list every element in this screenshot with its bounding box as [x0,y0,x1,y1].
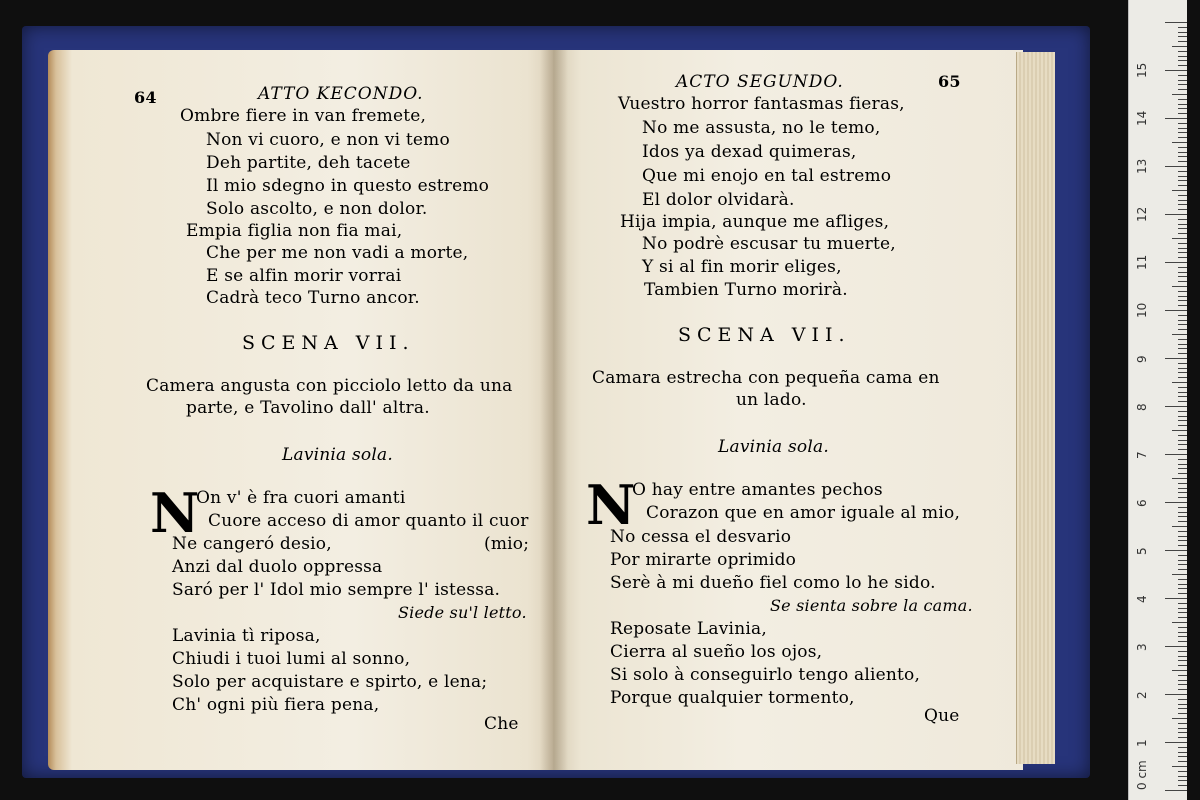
ruler-tick [1178,132,1187,133]
ruler-tick [1178,425,1187,426]
right-verse-line: Porque qualquier tormento, [610,688,855,708]
ruler-tick [1178,305,1187,306]
ruler-tick [1178,396,1187,397]
ruler-tick [1178,176,1187,177]
ruler-tick [1178,512,1187,513]
ruler-tick [1178,449,1187,450]
ruler-tick [1178,281,1187,282]
ruler-tick [1178,468,1187,469]
ruler-tick [1178,603,1187,604]
ruler-tick [1172,430,1187,431]
left-verse-line: Deh partite, deh tacete [206,153,411,173]
ruler-tick [1178,444,1187,445]
ruler-tick [1178,252,1187,253]
ruler-tick [1178,99,1187,100]
ruler-tick [1178,56,1187,57]
ruler-tick [1178,80,1187,81]
ruler-tick [1178,60,1187,61]
ruler-tick [1172,766,1187,767]
right-verse-line: No me assusta, no le temo, [642,118,881,138]
ruler-tick [1178,488,1187,489]
ruler-number: 10 [1135,302,1149,318]
right-verse-line: Idos ya dexad quimeras, [642,142,857,162]
ruler-tick [1165,694,1187,695]
ruler-number: 13 [1135,158,1149,174]
ruler-number: 14 [1135,110,1149,126]
ruler-tick [1178,464,1187,465]
ruler-tick [1178,180,1187,181]
ruler-tick [1178,737,1187,738]
ruler-tick [1165,166,1187,167]
ruler-tick [1178,699,1187,700]
ruler-tick [1178,680,1187,681]
ruler-tick [1178,392,1187,393]
ruler-tick [1178,584,1187,585]
ruler-tick [1178,329,1187,330]
ruler-tick [1178,420,1187,421]
ruler-tick [1178,161,1187,162]
ruler-tick [1178,377,1187,378]
ruler-tick [1178,276,1187,277]
ruler-tick [1178,113,1187,114]
ruler-tick [1178,617,1187,618]
left-verse-line: E se alfin morir vorrai [206,266,402,286]
left-aria-line: Cuore acceso di amor quanto il cuor [208,511,529,531]
ruler-tick [1178,353,1187,354]
ruler-tick [1178,75,1187,76]
left-aria-line: Ne cangeró desio, [172,534,332,554]
ruler-tick [1178,257,1187,258]
ruler-tick [1178,363,1187,364]
ruler-tick [1178,224,1187,225]
ruler-tick [1172,286,1187,287]
right-stage-direction: Se sienta sobre la cama. [770,596,973,615]
ruler-tick [1178,372,1187,373]
ruler-tick [1178,560,1187,561]
ruler-tick [1165,454,1187,455]
ruler-tick [1178,209,1187,210]
ruler-tick [1165,214,1187,215]
ruler-number: 3 [1135,643,1149,651]
ruler-tick [1165,502,1187,503]
ruler-tick [1172,94,1187,95]
ruler-tick [1178,137,1187,138]
ruler-tick [1178,540,1187,541]
ruler-number: 8 [1135,403,1149,411]
left-verse-line: Solo per acquistare e spirto, e lena; [172,672,488,692]
left-verse-line: Solo ascolto, e non dolor. [206,199,428,219]
ruler-tick [1178,300,1187,301]
right-aria-line: Corazon que en amor iguale al mio, [646,503,961,523]
right-aria-line: Por mirarte oprimido [610,550,797,570]
ruler-number: 4 [1135,595,1149,603]
ruler-tick [1172,574,1187,575]
ruler-tick [1178,152,1187,153]
ruler-tick [1178,320,1187,321]
ruler-tick [1178,593,1187,594]
ruler-tick [1178,531,1187,532]
ruler-tick [1178,416,1187,417]
ruler-tick [1172,382,1187,383]
left-aria-line: On v' è fra cuori amanti [196,488,406,508]
right-verse-line: Hija impia, aunque me afliges, [620,212,890,232]
ruler-tick [1178,641,1187,642]
ruler-tick [1165,598,1187,599]
left-verse-line: Chiudi i tuoi lumi al sonno, [172,649,411,669]
ruler-tick [1178,492,1187,493]
ruler-tick [1178,344,1187,345]
ruler-tick [1178,689,1187,690]
right-character-name: Lavinia sola. [718,437,829,457]
ruler-tick [1178,36,1187,37]
ruler-tick [1178,291,1187,292]
ruler-tick [1178,588,1187,589]
ruler-tick [1178,545,1187,546]
ruler-tick [1178,780,1187,781]
ruler-tick [1178,435,1187,436]
ruler-tick [1178,656,1187,657]
ruler-tick [1178,752,1187,753]
ruler-number: 5 [1135,547,1149,555]
ruler-tick [1178,296,1187,297]
ruler-tick [1178,516,1187,517]
right-verse-line: Y si al fin morir eliges, [642,257,842,277]
right-catchword: Que [924,706,960,726]
ruler-tick [1172,718,1187,719]
ruler-tick [1178,108,1187,109]
left-running-header: ATTO KECONDO. [258,84,424,104]
right-verse-line: Tambien Turno morirà. [644,280,848,300]
ruler-tick [1178,732,1187,733]
ruler-tick [1178,368,1187,369]
ruler-tick [1178,579,1187,580]
ruler-tick [1178,128,1187,129]
ruler-tick [1178,636,1187,637]
left-verse-line: Ombre fiere in van fremete, [180,106,427,126]
left-aria-line: Saró per l' Idol mio sempre l' istessa. [172,580,501,600]
ruler-tick [1178,65,1187,66]
left-character-name: Lavinia sola. [282,445,393,465]
right-aria-line: O hay entre amantes pechos [632,480,883,500]
ruler-number: 11 [1135,254,1149,270]
ruler-tick [1172,478,1187,479]
left-setting-line: parte, e Tavolino dall' altra. [186,398,430,418]
book-spine [540,50,568,770]
ruler-tick [1165,358,1187,359]
ruler-tick [1165,262,1187,263]
left-stage-direction: Siede su'l letto. [398,603,527,622]
ruler-number: 1 [1135,739,1149,747]
ruler-unit-label: 0 cm [1135,760,1149,790]
ruler-tick [1178,612,1187,613]
left-verse-line: Lavinia tì riposa, [172,626,321,646]
ruler-tick [1178,387,1187,388]
left-scene-title: SCENA VII. [242,332,415,354]
ruler-tick [1178,660,1187,661]
measurement-ruler [1128,0,1187,800]
ruler-tick [1165,310,1187,311]
ruler-tick [1165,118,1187,119]
ruler-tick [1178,632,1187,633]
ruler-tick [1178,195,1187,196]
right-page-number: 65 [938,72,961,91]
left-verse-line: Ch' ogni più fiera pena, [172,695,380,715]
ruler-tick [1178,459,1187,460]
ruler-tick [1172,526,1187,527]
ruler-tick [1178,440,1187,441]
ruler-number: 6 [1135,499,1149,507]
ruler-tick [1165,790,1187,791]
ruler-tick [1178,569,1187,570]
ruler-tick [1178,272,1187,273]
ruler-number: 7 [1135,451,1149,459]
ruler-tick [1178,761,1187,762]
right-drop-cap: N [586,473,636,537]
right-verse-line: El dolor olvidarà. [642,190,795,210]
ruler-tick [1165,406,1187,407]
ruler-tick [1178,123,1187,124]
ruler-tick [1178,339,1187,340]
ruler-tick [1178,756,1187,757]
right-setting-line: Camara estrecha con pequeña cama en [592,368,940,388]
right-verse-line: Vuestro horror fantasmas fieras, [618,94,905,114]
ruler-tick [1178,536,1187,537]
right-scene-title: SCENA VII. [678,324,851,346]
ruler-number: 9 [1135,355,1149,363]
ruler-tick [1178,156,1187,157]
ruler-tick [1178,267,1187,268]
left-setting-line: Camera angusta con picciolo letto da una [146,376,513,396]
ruler-tick [1178,401,1187,402]
ruler-number: 2 [1135,691,1149,699]
ruler-tick [1178,651,1187,652]
ruler-tick [1178,27,1187,28]
ruler-number: 12 [1135,206,1149,222]
ruler-tick [1172,142,1187,143]
ruler-tick [1178,723,1187,724]
ruler-tick [1178,219,1187,220]
left-aria-line: (mio; [484,534,530,554]
ruler-tick [1178,104,1187,105]
ruler-tick [1178,785,1187,786]
ruler-tick [1178,564,1187,565]
ruler-tick [1178,713,1187,714]
ruler-tick [1178,89,1187,90]
ruler-tick [1178,348,1187,349]
right-verse-line: Reposate Lavinia, [610,619,767,639]
ruler-tick [1178,483,1187,484]
right-setting-line: un lado. [736,390,807,410]
ruler-tick [1178,708,1187,709]
ruler-tick [1178,675,1187,676]
ruler-tick [1178,704,1187,705]
right-aria-line: Serè à mi dueño fiel como lo he sido. [610,573,936,593]
ruler-tick [1172,190,1187,191]
left-drop-cap: N [150,481,200,545]
ruler-tick [1178,248,1187,249]
ruler-tick [1165,70,1187,71]
ruler-tick [1178,555,1187,556]
left-verse-line: Cadrà teco Turno ancor. [206,288,420,308]
ruler-tick [1178,771,1187,772]
right-verse-line: Si solo à conseguirlo tengo aliento, [610,665,921,685]
ruler-number: 15 [1135,62,1149,78]
ruler-tick [1165,742,1187,743]
ruler-tick [1178,521,1187,522]
page-edges [1016,52,1055,764]
ruler-tick [1178,665,1187,666]
ruler-tick [1178,411,1187,412]
right-running-header: ACTO SEGUNDO. [676,72,844,92]
ruler-tick [1165,646,1187,647]
ruler-tick [1178,32,1187,33]
ruler-tick [1178,627,1187,628]
ruler-tick [1178,147,1187,148]
ruler-tick [1178,776,1187,777]
ruler-tick [1178,507,1187,508]
left-aria-line: Anzi dal duolo oppressa [172,557,383,577]
ruler-tick [1178,84,1187,85]
ruler-tick [1172,238,1187,239]
ruler-tick [1178,41,1187,42]
ruler-tick [1165,22,1187,23]
ruler-tick [1178,51,1187,52]
left-catchword: Che [484,714,519,734]
left-verse-line: Non vi cuoro, e non vi temo [206,130,450,150]
ruler-tick [1172,46,1187,47]
ruler-tick [1178,185,1187,186]
left-verse-line: Empia figlia non fia mai, [186,221,403,241]
ruler-tick [1178,228,1187,229]
ruler-tick [1178,608,1187,609]
left-verse-line: Il mio sdegno in questo estremo [206,176,490,196]
ruler-tick [1172,670,1187,671]
ruler-tick [1178,233,1187,234]
ruler-tick [1178,204,1187,205]
ruler-tick [1178,473,1187,474]
ruler-tick [1178,315,1187,316]
ruler-tick [1178,200,1187,201]
ruler-tick [1178,243,1187,244]
ruler-tick [1165,550,1187,551]
left-page-number: 64 [134,88,157,107]
ruler-tick [1178,728,1187,729]
left-verse-line: Che per me non vadi a morte, [206,243,469,263]
ruler-tick [1172,334,1187,335]
ruler-tick [1178,747,1187,748]
ruler-tick [1178,497,1187,498]
ruler-tick [1178,684,1187,685]
right-verse-line: Cierra al sueño los ojos, [610,642,823,662]
ruler-tick [1178,171,1187,172]
ruler-tick [1178,324,1187,325]
ruler-tick [1172,622,1187,623]
right-verse-line: No podrè escusar tu muerte, [642,234,896,254]
right-aria-line: No cessa el desvario [610,527,792,547]
right-verse-line: Que mi enojo en tal estremo [642,166,892,186]
